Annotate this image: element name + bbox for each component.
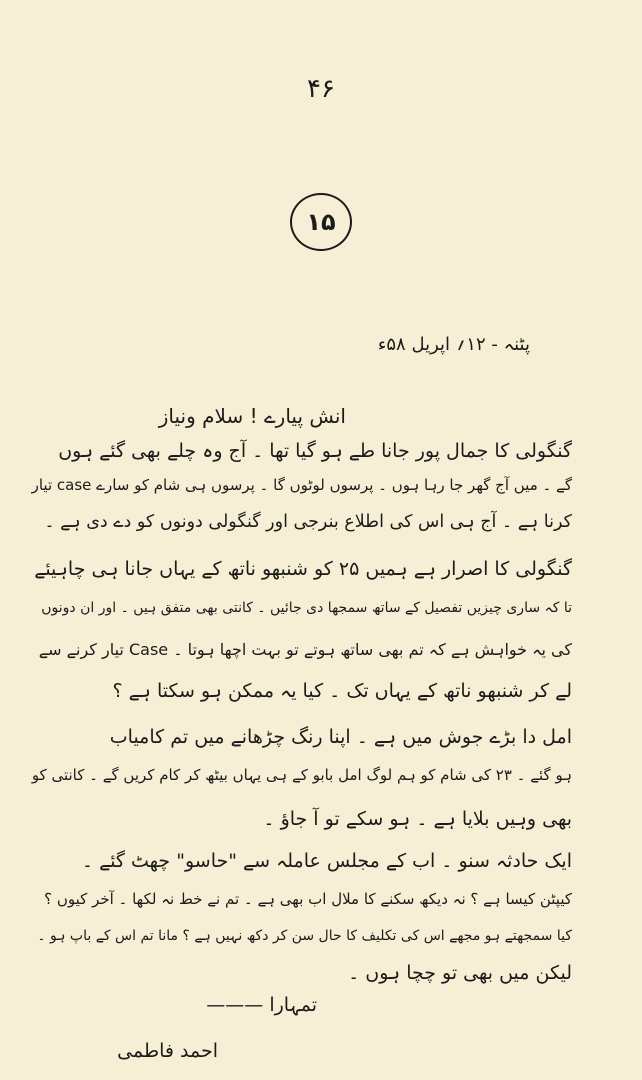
letter-line: گے ۔ میں آج گھر جا رہا ہوں ۔ پرسوں لوٹوں گا ۔ پرسوں ہی شام کو سارے case تیار (31, 476, 572, 494)
letter-signature: احمد فاطمی (117, 1040, 218, 1062)
letter-place-date: پٹنہ - ۱۲؍ اپریل ۵۸ء (377, 334, 530, 355)
letter-line: کی یہ خواہش ہے کہ تم بھی ساتھ ہوتے تو بہت اچھا ہوتا ۔ Case تیار کرنے سے (38, 640, 572, 659)
letter-line: گنگولی کا اصرار ہے ہمیں ۲۵ کو شنبھو ناتھ کے یہاں جانا ہی چاہیئے (34, 558, 572, 580)
letter-line: کیپٹن کیسا ہے ؟ نہ دیکھ سکنے کا ملال اب بھی ہے ۔ تم نے خط نہ لکھا ۔ آخر کیوں ؟ (44, 890, 572, 908)
letter-salutation: انش پیارے ! سلام ونیاز (158, 404, 346, 428)
letter-line: گنگولی کا جمال پور جانا طے ہو گیا تھا ۔ آج وہ چلے بھی گئے ہوں (58, 440, 572, 462)
letter-closing: تمہارا ——— (206, 994, 317, 1016)
chapter-number: ۱۵ (306, 208, 336, 236)
letter-line: لے کر شنبھو ناتھ کے یہاں تک ۔ کیا یہ ممکن ہو سکتا ہے ؟ (112, 680, 572, 702)
letter-line: لیکن میں بھی تو چچا ہوں ۔ (348, 962, 572, 984)
chapter-number-badge (290, 193, 352, 251)
letter-line: کرنا ہے ۔ آج ہی اس کی اطلاع بنرجی اور گنگولی دونوں کو دے دی ہے ۔ (44, 512, 572, 532)
letter-line: کیا سمجھتے ہو مجھے اس کی تکلیف کا حال سن کر دکھ نہیں ہے ؟ مانا تم اس کے باپ ہو ۔ (37, 928, 572, 944)
page-number: ۴۶ (307, 74, 335, 104)
letter-line: ہو گئے ۔ ۲۳ کی شام کو ہم لوگ امل بابو کے ہی یہاں بیٹھ کر کام کریں گے ۔ کانتی کو (31, 766, 572, 784)
letter-line: بھی وہیں بلایا ہے ۔ ہو سکے تو آ جاؤ ۔ (263, 808, 572, 830)
letter-line: تا کہ ساری چیزیں تفصیل کے ساتھ سمجھا دی جائیں ۔ کانتی بھی متفق ہیں ۔ اور ان دونوں (41, 600, 572, 616)
letter-line: امل دا بڑے جوش میں ہے ۔ اپنا رنگ چڑھانے میں تم کامیاب (109, 726, 572, 748)
letter-line: ایک حادثہ سنو ۔ اب کے مجلس عاملہ سے "حاسو" چھٹ گئے ۔ (81, 850, 572, 872)
